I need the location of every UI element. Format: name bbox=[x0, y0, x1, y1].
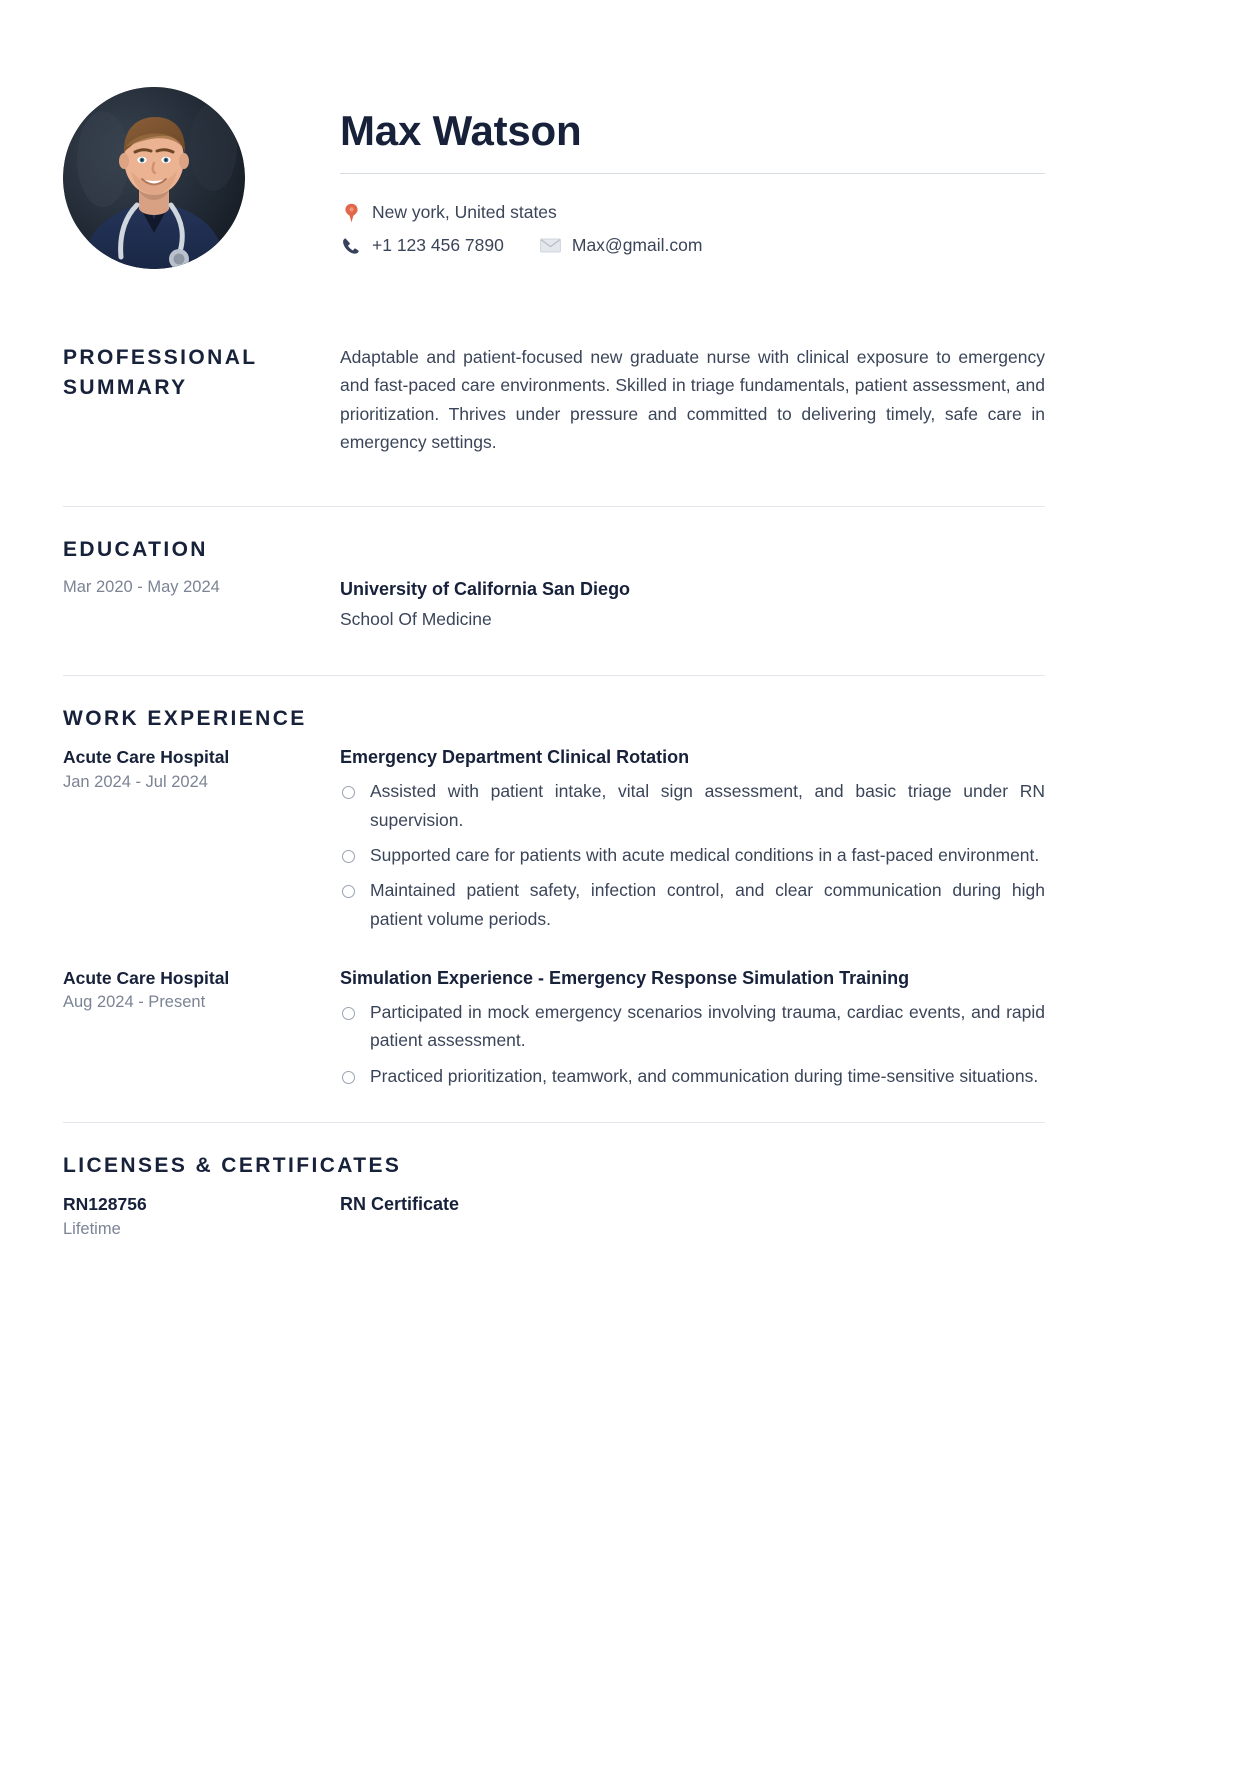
work-role: Emergency Department Clinical Rotation bbox=[340, 747, 690, 768]
work-bullet-list bbox=[340, 998, 1045, 1090]
contact-phone bbox=[340, 229, 504, 262]
license-validity: Lifetime bbox=[63, 1219, 121, 1238]
summary-title-line-1: PROFESSIONAL bbox=[63, 346, 258, 369]
summary-title-line-2: SUMMARY bbox=[63, 376, 188, 400]
section-title-work-experience: WORK EXPERIENCE bbox=[63, 706, 307, 730]
work-organization: Acute Care Hospital bbox=[63, 747, 230, 768]
licenses-heading bbox=[63, 1123, 1045, 1191]
spacer bbox=[63, 470, 1045, 506]
avatar-column bbox=[63, 85, 248, 269]
summary-heading-column bbox=[63, 343, 340, 404]
contact-phone-text: +1 123 456 7890 bbox=[372, 235, 504, 256]
section-licenses-certificates bbox=[63, 1122, 1045, 1248]
summary-grid bbox=[63, 315, 1045, 470]
license-entry-body bbox=[340, 1191, 1045, 1218]
work-bullet-list bbox=[340, 777, 1045, 933]
license-name: RN Certificate bbox=[340, 1194, 460, 1215]
contact-location bbox=[340, 196, 557, 229]
header-divider bbox=[340, 173, 1045, 174]
license-id: RN128756 bbox=[63, 1194, 147, 1215]
education-entry-meta bbox=[63, 576, 340, 600]
resume-header bbox=[63, 85, 1045, 269]
contact-location-text: New york, United states bbox=[372, 202, 557, 223]
contact-row-phone-email bbox=[340, 229, 1045, 262]
education-department: School Of Medicine bbox=[340, 608, 492, 629]
work-entry-body bbox=[340, 744, 1045, 933]
license-entry bbox=[63, 1191, 1045, 1247]
work-date: Jan 2024 - Jul 2024 bbox=[63, 772, 208, 791]
work-entry-body bbox=[340, 965, 1045, 1090]
summary-text: Adaptable and patient-focused new graduate nurse with clinical exposure to emergency and fast-paced care environments. Skilled in triage fundamentals, patient assessment, and prioritization. Thrives under pressure and committed to delivering timely, safe care in emergency settings. bbox=[340, 347, 1045, 453]
page-title: Max Watson bbox=[340, 107, 582, 154]
section-work-experience bbox=[63, 675, 1045, 1096]
contact-email bbox=[540, 229, 703, 262]
work-entry bbox=[63, 744, 1045, 939]
education-entry-body bbox=[340, 576, 1045, 633]
summary-content-column bbox=[340, 343, 1045, 456]
education-entry bbox=[63, 576, 1045, 639]
section-education bbox=[63, 506, 1045, 638]
list-item: Maintained patient safety, infection control, and clear communication during high patient volume periods. bbox=[340, 876, 1045, 933]
avatar bbox=[63, 87, 245, 269]
section-title-education: EDUCATION bbox=[63, 538, 208, 562]
section-title-summary bbox=[63, 343, 340, 404]
phone-icon bbox=[340, 237, 362, 255]
work-entry-meta bbox=[63, 965, 340, 1015]
contact-row-location bbox=[340, 196, 1045, 229]
work-role: Simulation Experience - Emergency Response Simulation Training bbox=[340, 967, 910, 988]
spacer bbox=[63, 1096, 1045, 1122]
list-item: Assisted with patient intake, vital sign assessment, and basic triage under RN supervision. bbox=[340, 777, 1045, 834]
education-school: University of California San Diego bbox=[340, 578, 631, 599]
contact-email-text: Max@gmail.com bbox=[571, 235, 703, 256]
work-date: Aug 2024 - Present bbox=[63, 993, 206, 1012]
education-heading bbox=[63, 507, 1045, 575]
header-details bbox=[248, 85, 1045, 263]
spacer bbox=[63, 639, 1045, 675]
envelope-icon bbox=[540, 238, 562, 253]
profile-photo-illustration bbox=[63, 87, 245, 269]
license-entry-meta bbox=[63, 1191, 340, 1241]
work-heading bbox=[63, 676, 1045, 744]
section-professional-summary bbox=[63, 315, 1045, 470]
education-date: Mar 2020 - May 2024 bbox=[63, 577, 220, 596]
map-pin-icon bbox=[340, 203, 362, 223]
section-title-licenses: LICENSES & CERTIFICATES bbox=[63, 1154, 402, 1177]
list-item: Supported care for patients with acute medical conditions in a fast-paced environment. bbox=[340, 841, 1045, 869]
list-item: Practiced prioritization, teamwork, and communication during time-sensitive situations. bbox=[340, 1062, 1045, 1090]
list-item: Participated in mock emergency scenarios involving trauma, cardiac events, and rapid patient assessment. bbox=[340, 998, 1045, 1055]
work-entry bbox=[63, 965, 1045, 1096]
work-organization: Acute Care Hospital bbox=[63, 967, 230, 988]
work-entry-meta bbox=[63, 744, 340, 794]
